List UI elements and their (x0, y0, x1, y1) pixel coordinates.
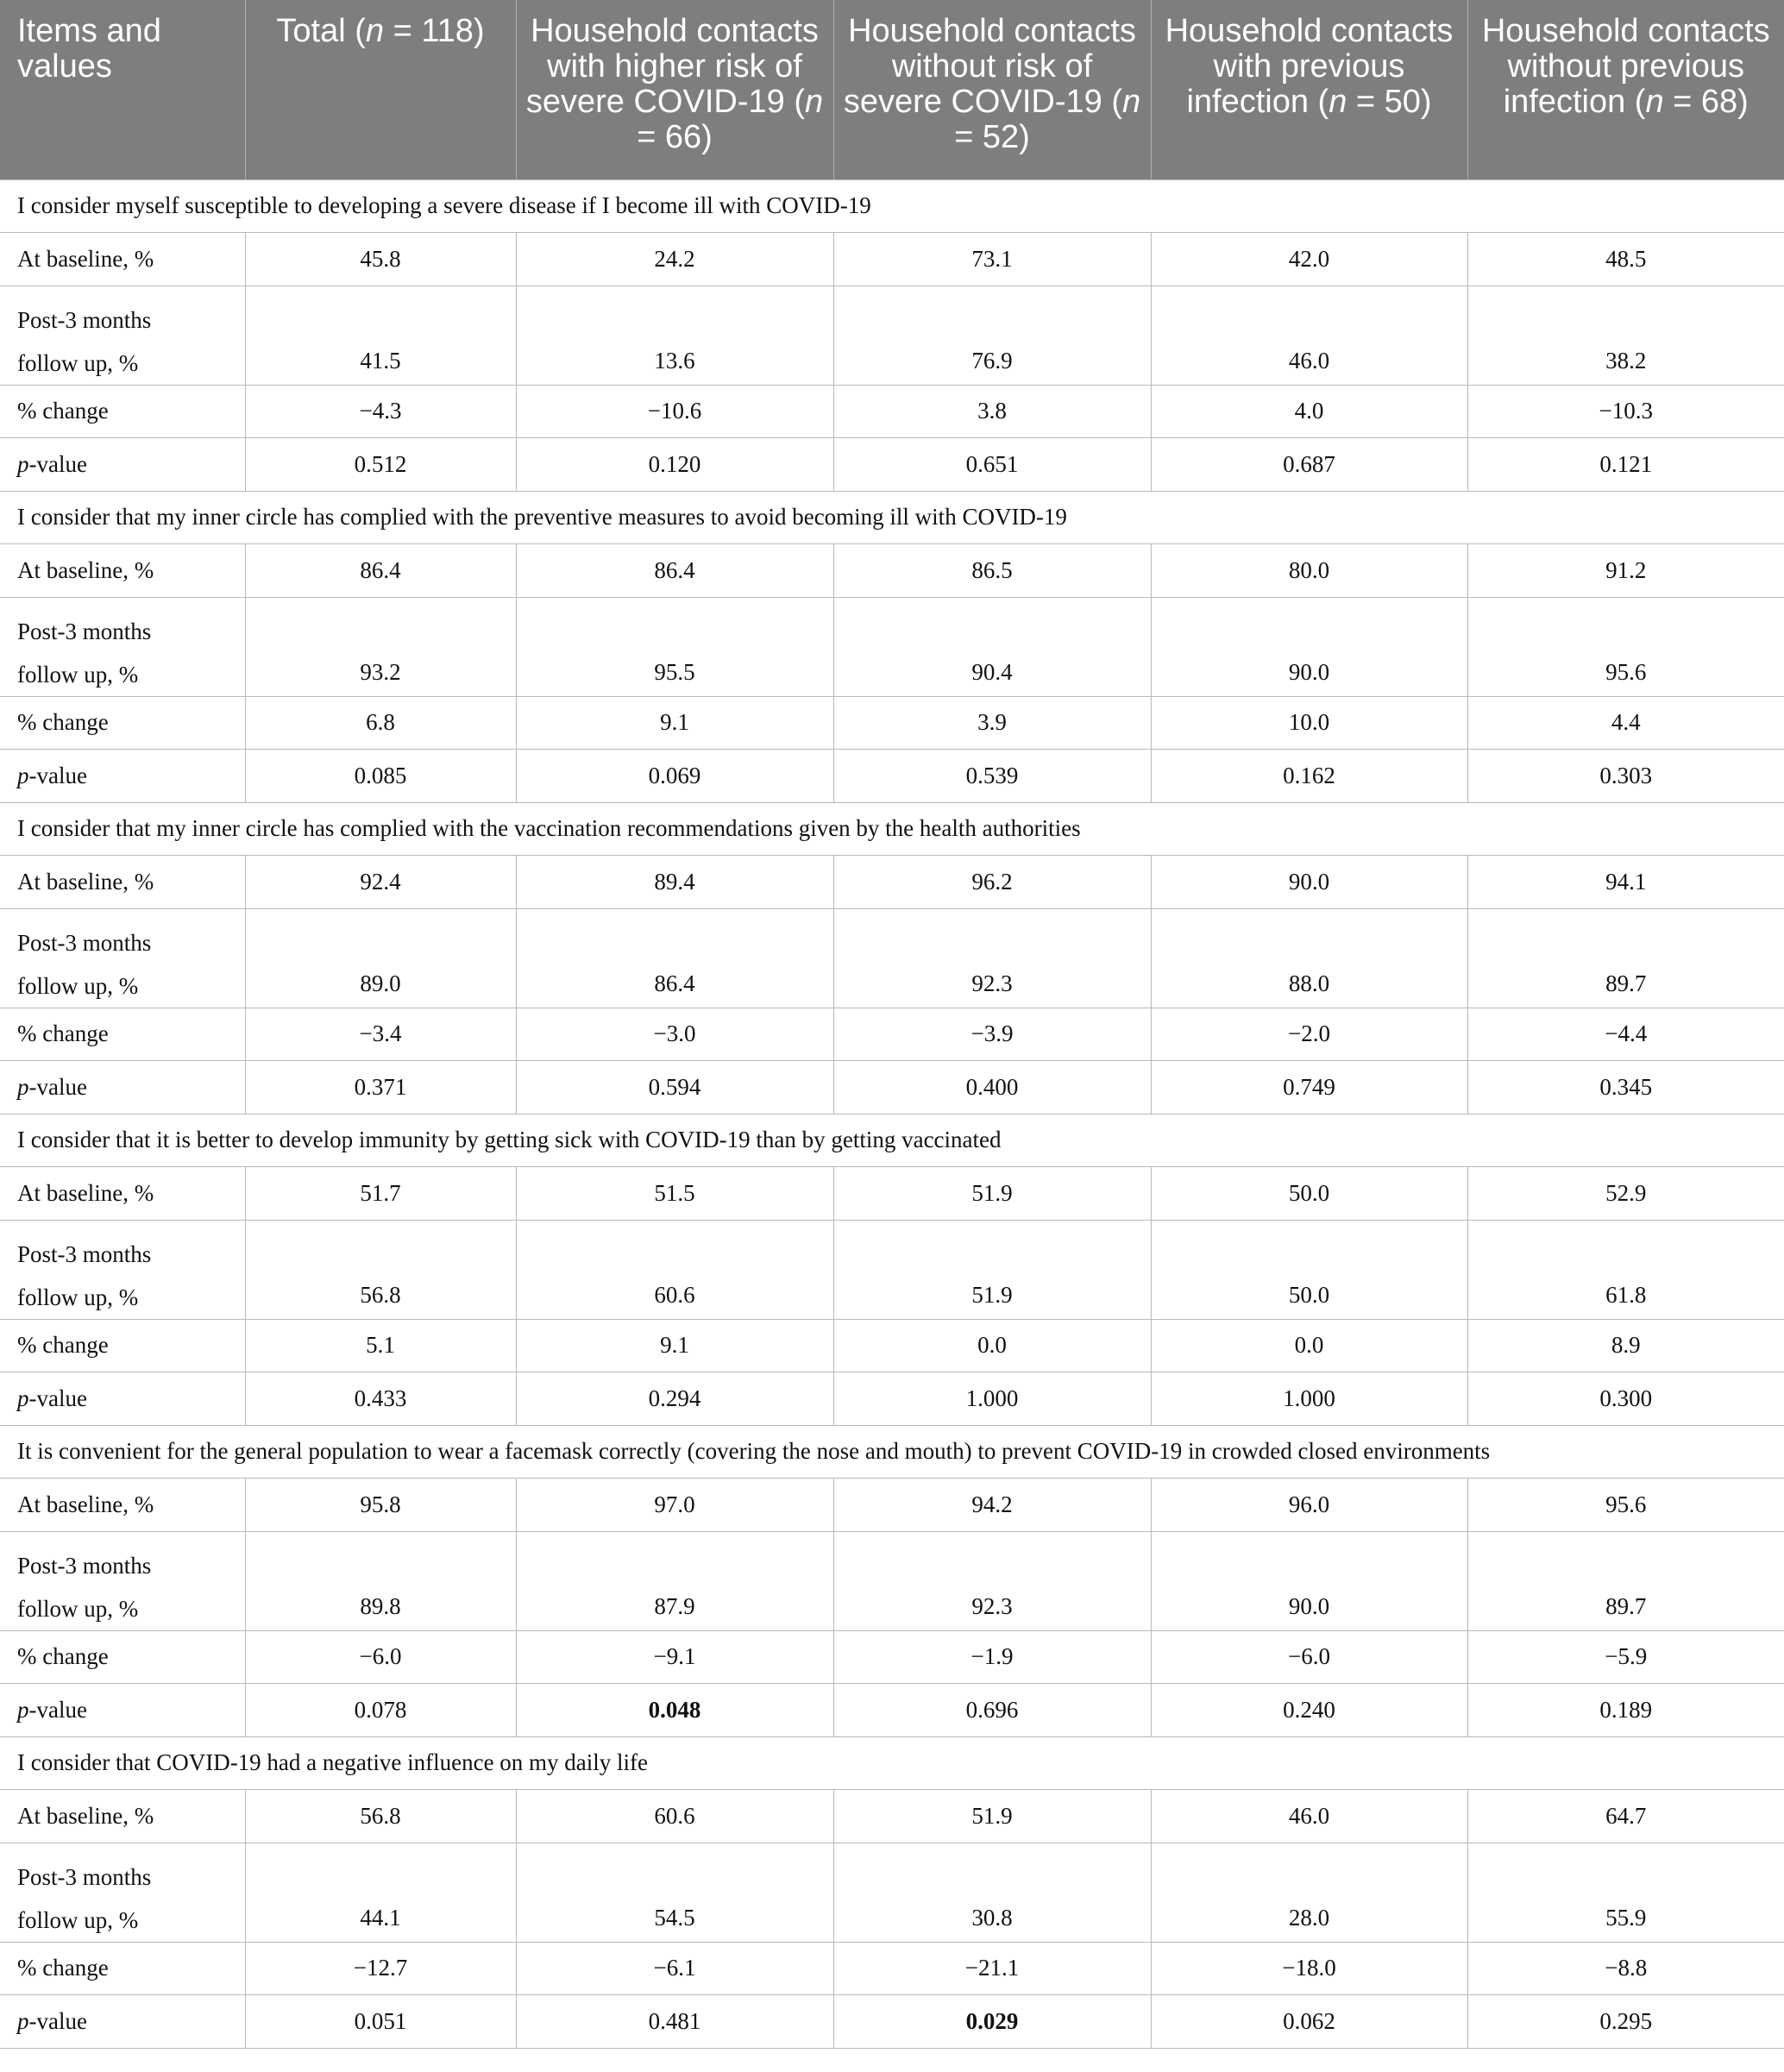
value-cell: 0.371 (245, 1061, 516, 1114)
row-label: At baseline, % (0, 856, 245, 909)
row-label-line1: Post-3 months (17, 1240, 152, 1267)
value-cell: 94.1 (1467, 856, 1784, 909)
row-label-line1: Post-3 months (17, 1552, 152, 1579)
section-title: I consider that my inner circle has complied with the vaccination recommendations given by the health authorities (0, 802, 1784, 856)
header-n: n (1645, 84, 1664, 120)
value-cell: 3.9 (833, 696, 1151, 750)
value-cell: 92.4 (245, 856, 516, 909)
header-without-risk (833, 0, 1151, 179)
value-cell: 51.7 (245, 1167, 516, 1221)
value-cell: 24.2 (516, 233, 833, 286)
section-title-row (0, 179, 1784, 233)
row-label (0, 1995, 245, 2049)
p-value-row (0, 1061, 1784, 1114)
value-cell: 0.029 (833, 1995, 1151, 2049)
baseline-row (0, 233, 1784, 286)
value-cell: 0.121 (1467, 438, 1784, 492)
baseline-row (0, 1790, 1784, 1843)
row-label (0, 1220, 245, 1319)
row-label (0, 1843, 245, 1942)
header-n: n (365, 13, 385, 49)
value-cell: −9.1 (516, 1630, 833, 1684)
row-label-line1: Post-3 months (17, 1863, 152, 1890)
value-cell: −12.7 (245, 1942, 516, 1995)
row-label: At baseline, % (0, 1167, 245, 1221)
value-cell: 61.8 (1467, 1220, 1784, 1319)
value-cell: 92.3 (833, 1531, 1151, 1630)
value-cell: 46.0 (1151, 286, 1467, 385)
value-cell: 73.1 (833, 233, 1151, 286)
value-cell: 89.4 (516, 856, 833, 909)
value-cell: 90.0 (1151, 856, 1467, 909)
p-value-row (0, 750, 1784, 803)
value-cell: 90.0 (1151, 1531, 1467, 1630)
row-label (0, 597, 245, 696)
value-cell: −18.0 (1151, 1942, 1467, 1995)
post-followup-row (0, 1843, 1784, 1942)
value-cell: 46.0 (1151, 1790, 1467, 1843)
value-cell: −21.1 (833, 1942, 1151, 1995)
value-cell: 97.0 (516, 1479, 833, 1532)
row-label-line2: follow up, % (17, 972, 139, 999)
row-label-p: p (17, 1384, 29, 1411)
header-label: Household contacts with higher risk of severe COVID-19 ( (525, 13, 819, 120)
row-label: At baseline, % (0, 233, 245, 286)
value-cell: 4.0 (1151, 385, 1467, 438)
section-title-row (0, 1425, 1784, 1479)
value-cell: 96.2 (833, 856, 1151, 909)
row-label (0, 750, 245, 803)
value-cell: 51.9 (833, 1220, 1151, 1319)
change-row (0, 1942, 1784, 1995)
value-cell: −3.4 (245, 1008, 516, 1061)
value-cell: 0.189 (1467, 1684, 1784, 1737)
row-label-rest: -value (28, 450, 87, 477)
row-label: % change (0, 1008, 245, 1061)
header-label: Items and values (17, 13, 161, 85)
change-row (0, 1008, 1784, 1061)
value-cell: −10.6 (516, 385, 833, 438)
value-cell: 28.0 (1151, 1843, 1467, 1942)
value-cell: −5.9 (1467, 1630, 1784, 1684)
value-cell: 60.6 (516, 1790, 833, 1843)
row-label: At baseline, % (0, 1790, 245, 1843)
value-cell: 4.4 (1467, 696, 1784, 750)
value-cell: −2.0 (1151, 1008, 1467, 1061)
table-header (0, 0, 1784, 179)
value-cell: 86.4 (516, 544, 833, 598)
value-cell: 0.651 (833, 438, 1151, 492)
header-label: Household contacts without risk of severe COVID-19 ( (843, 13, 1136, 120)
value-cell: 0.048 (516, 1684, 833, 1737)
value-cell: 90.4 (833, 597, 1151, 696)
value-cell: 0.0 (1151, 1319, 1467, 1372)
change-row (0, 696, 1784, 750)
value-cell: −6.1 (516, 1942, 833, 1995)
value-cell: 0.051 (245, 1995, 516, 2049)
row-label-p: p (17, 1073, 29, 1100)
baseline-row (0, 1479, 1784, 1532)
value-cell: 95.6 (1467, 597, 1784, 696)
p-value-row (0, 1684, 1784, 1737)
row-label (0, 1531, 245, 1630)
value-cell: 64.7 (1467, 1790, 1784, 1843)
value-cell: 86.5 (833, 544, 1151, 598)
value-cell: 93.2 (245, 597, 516, 696)
value-cell: 0.594 (516, 1061, 833, 1114)
value-cell: 50.0 (1151, 1167, 1467, 1221)
header-higher-risk (516, 0, 833, 179)
value-cell: 0.345 (1467, 1061, 1784, 1114)
header-count: = 66) (637, 119, 713, 155)
value-cell: 0.162 (1151, 750, 1467, 803)
value-cell: 50.0 (1151, 1220, 1467, 1319)
row-label-rest: -value (28, 1384, 87, 1411)
value-cell: 89.7 (1467, 908, 1784, 1008)
value-cell: 94.2 (833, 1479, 1151, 1532)
value-cell: 51.9 (833, 1167, 1151, 1221)
value-cell: 90.0 (1151, 597, 1467, 696)
row-label: At baseline, % (0, 544, 245, 598)
row-label (0, 1372, 245, 1426)
baseline-row (0, 856, 1784, 909)
value-cell: 3.8 (833, 385, 1151, 438)
row-label: % change (0, 696, 245, 750)
change-row (0, 1319, 1784, 1372)
value-cell: 8.9 (1467, 1319, 1784, 1372)
value-cell: 54.5 (516, 1843, 833, 1942)
value-cell: 9.1 (516, 696, 833, 750)
row-label-line2: follow up, % (17, 349, 139, 376)
value-cell: 76.9 (833, 286, 1151, 385)
row-label-p: p (17, 1696, 29, 1723)
header-n: n (1329, 84, 1347, 120)
value-cell: 41.5 (245, 286, 516, 385)
value-cell: 0.0 (833, 1319, 1151, 1372)
row-label-rest: -value (28, 1696, 87, 1723)
value-cell: 6.8 (245, 696, 516, 750)
value-cell: −3.0 (516, 1008, 833, 1061)
value-cell: −6.0 (245, 1630, 516, 1684)
table-body (0, 179, 1784, 2048)
section-title: I consider that it is better to develop immunity by getting sick with COVID-19 than by getting vaccinated (0, 1114, 1784, 1167)
header-count: = 68) (1663, 84, 1749, 120)
row-label-line1: Post-3 months (17, 306, 152, 333)
value-cell: 95.6 (1467, 1479, 1784, 1532)
value-cell: 96.0 (1151, 1479, 1467, 1532)
value-cell: 60.6 (516, 1220, 833, 1319)
value-cell: 0.240 (1151, 1684, 1467, 1737)
value-cell: 1.000 (1151, 1372, 1467, 1426)
header-count: = 118) (384, 13, 485, 49)
value-cell: 51.9 (833, 1790, 1151, 1843)
header-label: Total ( (276, 13, 366, 49)
post-followup-row (0, 597, 1784, 696)
value-cell: 45.8 (245, 233, 516, 286)
post-followup-row (0, 908, 1784, 1008)
value-cell: 87.9 (516, 1531, 833, 1630)
value-cell: 0.062 (1151, 1995, 1467, 2049)
row-label-rest: -value (28, 2007, 87, 2034)
value-cell: 0.481 (516, 1995, 833, 2049)
header-label: Household contacts without previous infection ( (1481, 13, 1770, 120)
value-cell: 38.2 (1467, 286, 1784, 385)
header-n: n (804, 84, 824, 120)
baseline-row (0, 544, 1784, 598)
post-followup-row (0, 286, 1784, 385)
row-label-p: p (17, 2007, 29, 2034)
value-cell: 9.1 (516, 1319, 833, 1372)
value-cell: 0.696 (833, 1684, 1151, 1737)
header-count: = 52) (954, 119, 1030, 155)
p-value-row (0, 1372, 1784, 1426)
row-label-line2: follow up, % (17, 1595, 139, 1622)
value-cell: 52.9 (1467, 1167, 1784, 1221)
row-label-line1: Post-3 months (17, 618, 152, 644)
row-label-rest: -value (28, 1073, 87, 1100)
value-cell: 10.0 (1151, 696, 1467, 750)
section-title-row (0, 1114, 1784, 1167)
header-count: = 50) (1347, 84, 1432, 120)
section-title: It is convenient for the general population to wear a facemask correctly (covering the nose and mouth) to prevent COVID-19 in crowded closed environments (0, 1425, 1784, 1479)
change-row (0, 385, 1784, 438)
value-cell: 89.7 (1467, 1531, 1784, 1630)
value-cell: 55.9 (1467, 1843, 1784, 1942)
value-cell: 13.6 (516, 286, 833, 385)
row-label-p: p (17, 450, 29, 477)
value-cell: 0.687 (1151, 438, 1467, 492)
row-label (0, 286, 245, 385)
baseline-row (0, 1167, 1784, 1221)
row-label-line2: follow up, % (17, 661, 139, 688)
row-label (0, 1061, 245, 1114)
value-cell: 0.749 (1151, 1061, 1467, 1114)
section-title-row (0, 802, 1784, 856)
value-cell: 89.0 (245, 908, 516, 1008)
value-cell: 95.8 (245, 1479, 516, 1532)
value-cell: 88.0 (1151, 908, 1467, 1008)
row-label-line2: follow up, % (17, 1284, 139, 1310)
value-cell: 0.294 (516, 1372, 833, 1426)
value-cell: 30.8 (833, 1843, 1151, 1942)
header-previous-infection (1151, 0, 1467, 179)
post-followup-row (0, 1531, 1784, 1630)
row-label-line1: Post-3 months (17, 929, 152, 956)
section-title: I consider myself susceptible to developing a severe disease if I become ill with COVID-19 (0, 179, 1784, 233)
value-cell: 5.1 (245, 1319, 516, 1372)
value-cell: 80.0 (1151, 544, 1467, 598)
header-no-previous-infection (1467, 0, 1784, 179)
value-cell: −1.9 (833, 1630, 1151, 1684)
section-title: I consider that COVID-19 had a negative influence on my daily life (0, 1736, 1784, 1790)
section-title-row (0, 1736, 1784, 1790)
value-cell: −4.4 (1467, 1008, 1784, 1061)
section-title: I consider that my inner circle has complied with the preventive measures to avoid becoming ill with COVID-19 (0, 491, 1784, 544)
value-cell: 86.4 (245, 544, 516, 598)
value-cell: 0.078 (245, 1684, 516, 1737)
value-cell: 56.8 (245, 1220, 516, 1319)
value-cell: −4.3 (245, 385, 516, 438)
post-followup-row (0, 1220, 1784, 1319)
row-label: % change (0, 1942, 245, 1995)
header-label: Household contacts with previous infection ( (1165, 13, 1454, 120)
row-label (0, 908, 245, 1008)
value-cell: 0.512 (245, 438, 516, 492)
value-cell: 95.5 (516, 597, 833, 696)
section-title-row (0, 491, 1784, 544)
row-label-rest: -value (28, 762, 87, 788)
value-cell: 0.295 (1467, 1995, 1784, 2049)
p-value-row (0, 1995, 1784, 2049)
value-cell: 56.8 (245, 1790, 516, 1843)
value-cell: 51.5 (516, 1167, 833, 1221)
value-cell: 44.1 (245, 1843, 516, 1942)
change-row (0, 1630, 1784, 1684)
value-cell: −6.0 (1151, 1630, 1467, 1684)
value-cell: −10.3 (1467, 385, 1784, 438)
value-cell: 92.3 (833, 908, 1151, 1008)
value-cell: 0.539 (833, 750, 1151, 803)
row-label: % change (0, 1319, 245, 1372)
row-label (0, 1684, 245, 1737)
value-cell: −8.8 (1467, 1942, 1784, 1995)
p-value-row (0, 438, 1784, 492)
value-cell: 86.4 (516, 908, 833, 1008)
value-cell: 0.400 (833, 1061, 1151, 1114)
row-label: At baseline, % (0, 1479, 245, 1532)
value-cell: 0.300 (1467, 1372, 1784, 1426)
value-cell: 0.085 (245, 750, 516, 803)
row-label (0, 438, 245, 492)
value-cell: 48.5 (1467, 233, 1784, 286)
value-cell: 89.8 (245, 1531, 516, 1630)
header-total (245, 0, 516, 179)
header-items-and-values (0, 0, 245, 179)
value-cell: 0.303 (1467, 750, 1784, 803)
value-cell: −3.9 (833, 1008, 1151, 1061)
row-label-p: p (17, 762, 29, 788)
row-label: % change (0, 385, 245, 438)
row-label-line2: follow up, % (17, 1906, 139, 1933)
value-cell: 0.069 (516, 750, 833, 803)
value-cell: 0.433 (245, 1372, 516, 1426)
value-cell: 42.0 (1151, 233, 1467, 286)
header-n: n (1121, 84, 1141, 120)
row-label: % change (0, 1630, 245, 1684)
header-row (0, 0, 1784, 179)
value-cell: 91.2 (1467, 544, 1784, 598)
value-cell: 0.120 (516, 438, 833, 492)
value-cell: 1.000 (833, 1372, 1151, 1426)
